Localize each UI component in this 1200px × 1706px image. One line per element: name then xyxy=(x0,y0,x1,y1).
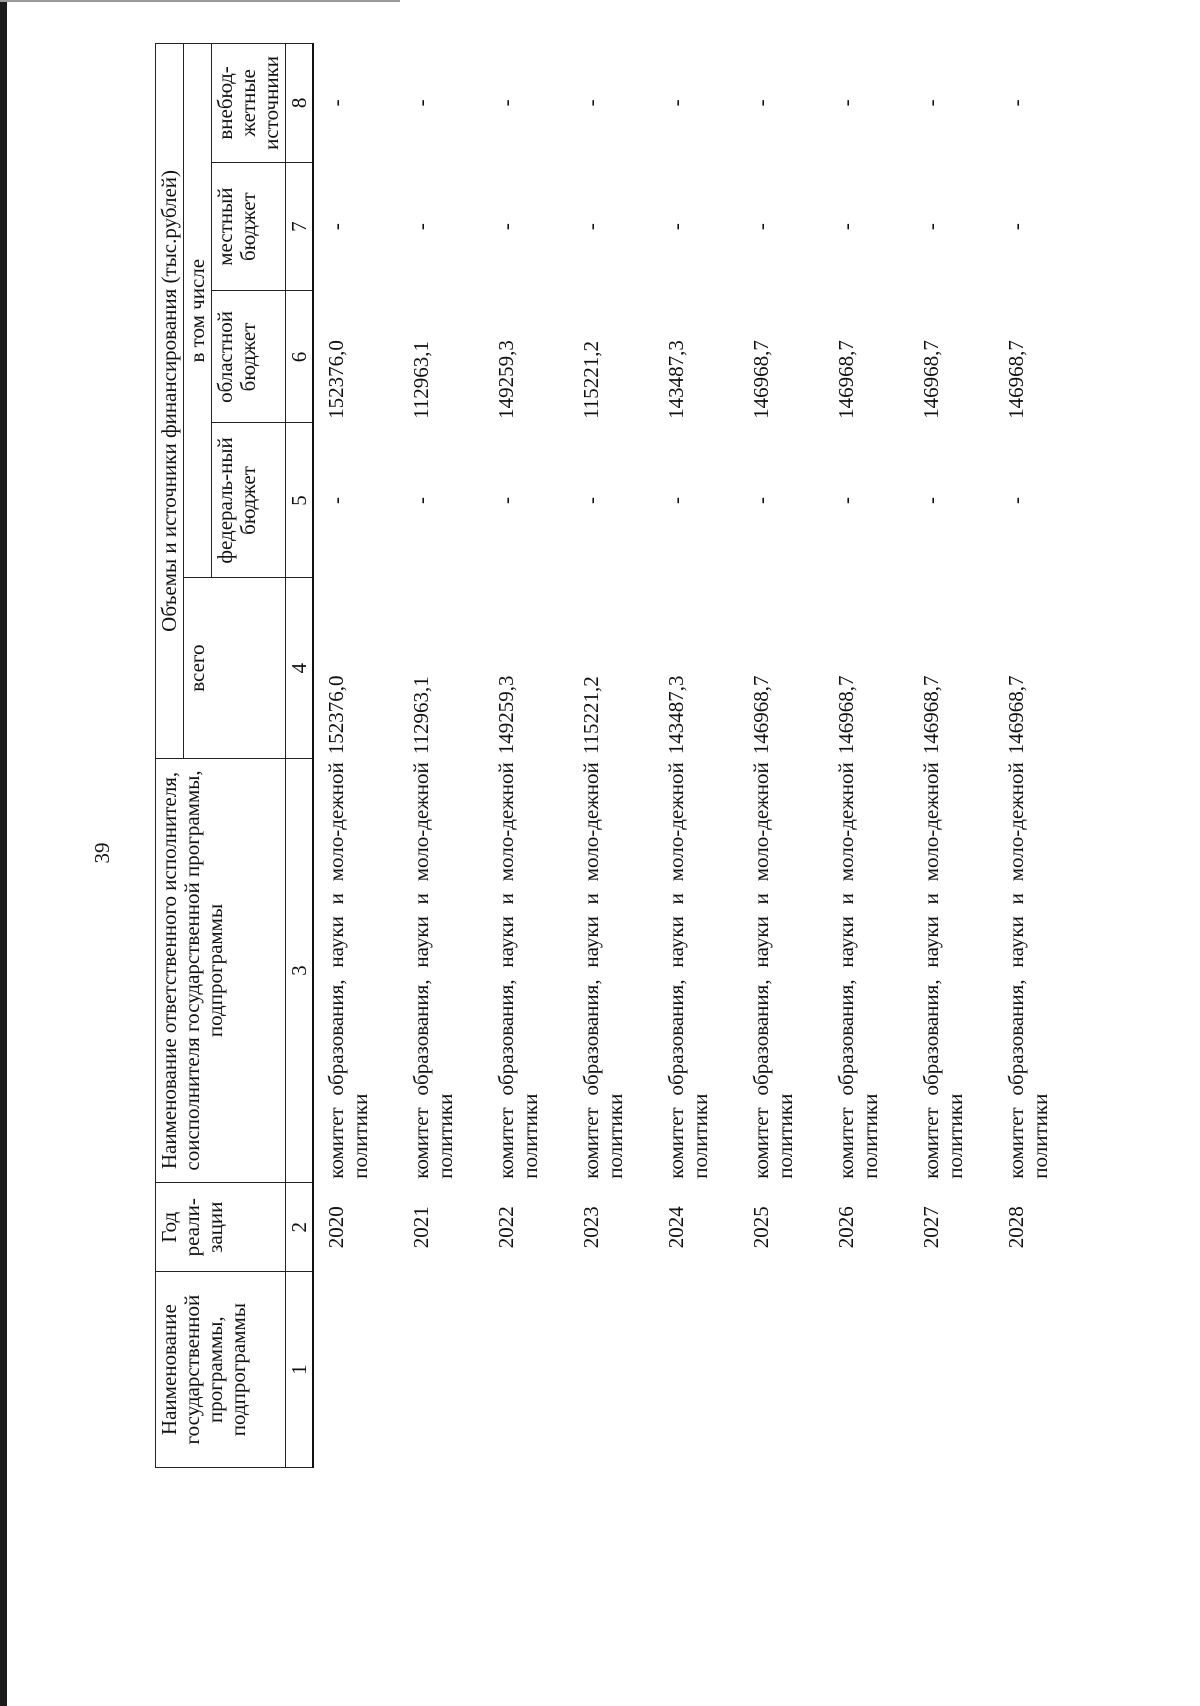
row-year: 2024 xyxy=(664,1206,689,1249)
table-body xyxy=(313,44,1079,1468)
row-year: 2025 xyxy=(749,1206,774,1249)
row-federal: - xyxy=(494,496,519,504)
column-number: 4 xyxy=(286,578,314,758)
header-total: всего xyxy=(184,578,286,758)
table-row xyxy=(994,44,1079,1468)
row-regional: 152376,0 xyxy=(324,340,349,419)
financing-table xyxy=(155,43,1079,1468)
table-row xyxy=(313,44,399,1468)
row-program-name xyxy=(824,1272,909,1468)
row-regional: 149259,3 xyxy=(494,340,519,419)
row-regional: 146968,7 xyxy=(749,340,774,419)
table-header xyxy=(156,44,314,1468)
row-total: 146968,7 xyxy=(749,675,774,755)
row-local: - xyxy=(579,223,604,231)
row-federal: - xyxy=(749,496,774,504)
row-extra: - xyxy=(1004,99,1029,107)
row-year: 2022 xyxy=(494,1206,519,1249)
row-federal: - xyxy=(579,496,604,504)
row-total: 115221,2 xyxy=(579,676,604,755)
table-row xyxy=(654,44,739,1468)
row-local: - xyxy=(324,223,349,231)
row-extra: - xyxy=(664,99,689,107)
table-row xyxy=(484,44,569,1468)
row-total: 143487,3 xyxy=(664,675,689,755)
row-extra: - xyxy=(919,99,944,107)
header-executor: Наименование ответственного исполнителя, соисполнителя государственной программы, подпрограммы xyxy=(156,758,286,1182)
header-local: местный бюджет xyxy=(212,162,286,291)
row-total: 149259,3 xyxy=(494,675,519,755)
row-program-name xyxy=(313,1272,399,1468)
row-extra: - xyxy=(834,99,859,107)
row-total: 112963,1 xyxy=(409,676,434,755)
row-extra: - xyxy=(324,99,349,107)
row-program-name xyxy=(909,1272,994,1468)
row-extra: - xyxy=(579,99,604,107)
row-local: - xyxy=(494,223,519,231)
row-executor: комитет образования, науки и моло-дежной политики xyxy=(664,762,712,1179)
column-number: 5 xyxy=(286,423,314,578)
row-year: 2023 xyxy=(579,1206,604,1249)
row-executor: комитет образования, науки и моло-дежной политики xyxy=(1004,762,1052,1179)
row-program-name xyxy=(994,1272,1079,1468)
column-number: 7 xyxy=(286,162,314,291)
column-number: 2 xyxy=(286,1183,314,1272)
row-federal: - xyxy=(834,496,859,504)
row-program-name xyxy=(654,1272,739,1468)
header-federal: федераль-ный бюджет xyxy=(212,423,286,578)
row-program-name xyxy=(399,1272,484,1468)
header-program-name: Наименование государственной программы, подпрограммы xyxy=(156,1272,286,1468)
header-funding-group: Объемы и источники финансирования (тыс.рублей) xyxy=(156,44,184,759)
row-federal: - xyxy=(409,496,434,504)
row-executor: комитет образования, науки и моло-дежной политики xyxy=(324,762,372,1179)
column-number: 3 xyxy=(286,758,314,1182)
table-row xyxy=(739,44,824,1468)
table-row xyxy=(824,44,909,1468)
page-number: 39 xyxy=(90,842,114,864)
row-total: 146968,7 xyxy=(919,675,944,755)
row-federal: - xyxy=(324,496,349,504)
row-regional: 146968,7 xyxy=(834,340,859,419)
header-extra: внебюд-жетные источники xyxy=(212,44,286,163)
row-executor: комитет образования, науки и моло-дежной политики xyxy=(919,762,967,1179)
row-regional: 112963,1 xyxy=(409,340,434,419)
row-year: 2020 xyxy=(324,1206,349,1249)
row-local: - xyxy=(1004,223,1029,231)
row-local: - xyxy=(749,223,774,231)
row-executor: комитет образования, науки и моло-дежной политики xyxy=(834,762,882,1179)
row-executor: комитет образования, науки и моло-дежной политики xyxy=(579,762,627,1179)
header-regional: областной бюджет xyxy=(212,291,286,423)
row-regional: 143487,3 xyxy=(664,340,689,419)
row-federal: - xyxy=(664,496,689,504)
row-year: 2021 xyxy=(409,1206,434,1249)
table-row xyxy=(569,44,654,1468)
column-number: 1 xyxy=(286,1272,314,1468)
row-program-name xyxy=(484,1272,569,1468)
row-regional: 146968,7 xyxy=(919,340,944,419)
row-local: - xyxy=(664,223,689,231)
row-local: - xyxy=(834,223,859,231)
row-total: 146968,7 xyxy=(834,675,859,755)
table-row xyxy=(399,44,484,1468)
row-program-name xyxy=(569,1272,654,1468)
row-regional: 115221,2 xyxy=(579,340,604,419)
row-total: 152376,0 xyxy=(324,675,349,755)
column-number: 6 xyxy=(286,291,314,423)
row-year: 2026 xyxy=(834,1206,859,1249)
row-regional: 146968,7 xyxy=(1004,340,1029,419)
row-extra: - xyxy=(494,99,519,107)
table-row xyxy=(909,44,994,1468)
row-program-name xyxy=(739,1272,824,1468)
row-executor: комитет образования, науки и моло-дежной политики xyxy=(494,762,542,1179)
row-local: - xyxy=(919,223,944,231)
row-year: 2028 xyxy=(1004,1206,1029,1249)
header-year: Год реали-зации xyxy=(156,1183,286,1272)
row-extra: - xyxy=(409,99,434,107)
row-local: - xyxy=(409,223,434,231)
row-year: 2027 xyxy=(919,1206,944,1249)
row-federal: - xyxy=(1004,496,1029,504)
row-extra: - xyxy=(749,99,774,107)
column-number: 8 xyxy=(286,44,314,163)
header-including: в том числе xyxy=(184,44,212,578)
row-total: 146968,7 xyxy=(1004,675,1029,755)
row-executor: комитет образования, науки и моло-дежной политики xyxy=(749,762,797,1179)
row-federal: - xyxy=(919,496,944,504)
row-executor: комитет образования, науки и моло-дежной политики xyxy=(409,762,457,1179)
